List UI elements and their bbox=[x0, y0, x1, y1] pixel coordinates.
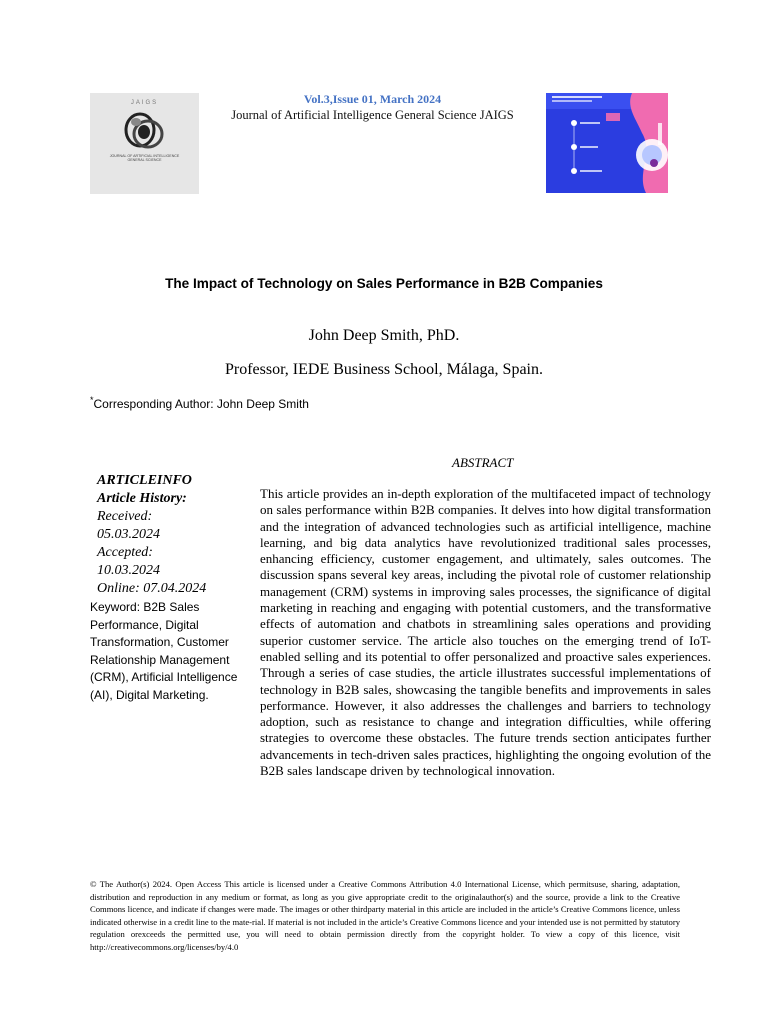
corresponding-author-text: Corresponding Author: John Deep Smith bbox=[93, 397, 309, 411]
journal-name: Journal of Artificial Intelligence General Science JAIGS bbox=[231, 108, 514, 122]
received-label: Received: bbox=[97, 509, 153, 524]
journal-cover-image bbox=[546, 93, 668, 193]
author-name: John Deep Smith, PhD. bbox=[308, 327, 460, 344]
corresponding-author bbox=[90, 397, 309, 411]
license-notice: © The Author(s) 2024. Open Access This article is licensed under a Creative Commons Attribution 4.0 International License, which permitsuse, sharing, adaptation, distribution and reproduction in any medium or format, as long as you give appropriate credit to the originalauthor(s) and the source, provide a link to the Creative Commons licence, and indicate if changes were made. The images or other thirdparty material in this article are included in the article’s Creative Commons licence, unless indicated otherwise in a credit line to the mate-rial. If material is not included in the article’s Creative Commons licence and your intended use is not permitted by statutory regulation orexceeds the permitted use, you will need to obtain permission directly from the copyright holder. To view a copy of this licence, visit http://creativecommons.org/licenses/by/4.0 bbox=[90, 879, 680, 952]
abstract-heading: ABSTRACT bbox=[452, 455, 514, 470]
article-info bbox=[90, 472, 250, 704]
logo-journal-name: JOURNAL OF ARTIFICIAL INTELLIGENCE GENERAL SCIENCE bbox=[109, 154, 180, 163]
abstract-body: This article provides an in-depth exploration of the multifaceted impact of technology on sales performance within B2B companies. It delves into how digital transformation and the integration of advanced technologies such as artificial intelligence, machine learning, and big data analytics have revolutionized traditional sales processes, enhancing efficiency, customer engagement, and ultimately, sales outcomes. The discussion spans several key areas, including the pivotal role of customer relationship management (CRM) systems in improving sales processes, the significance of digital marketing in reaching and engaging with potential customers, and the transformative effects of automation and chatbots in streamlining sales operations and providing superior customer service. The article also touches on the emerging trend of IoT-enabled selling and its potential to offer personalized and proactive sales experiences. Through a series of case studies, the article illustrates successful implementations of technology in B2B sales, showcasing the tangible benefits and improvements in sales performance. However, it also addresses the challenges and barriers to technology adoption, such as resistance to change and integration difficulties, while offering strategies to overcome these obstacles. The future trends section anticipates further advancements in tech-driven sales practices, highlighting the ongoing evolution of the B2B sales landscape driven by technological innovation. bbox=[260, 486, 711, 779]
article-info-heading: ARTICLEINFO bbox=[97, 473, 192, 488]
logo-acronym: JAIGS bbox=[130, 100, 159, 106]
volume-issue: Vol.3,Issue 01, March 2024 bbox=[303, 92, 442, 106]
keywords bbox=[90, 599, 250, 704]
article-history-label: Article History: bbox=[97, 491, 187, 506]
cover-art-icon bbox=[546, 93, 668, 193]
article-title: The Impact of Technology on Sales Performance in B2B Companies bbox=[165, 276, 603, 291]
logo-emblem-icon bbox=[118, 110, 170, 154]
author-affiliation: Professor, IEDE Business School, Málaga, Spain. bbox=[225, 361, 543, 378]
received-date: 05.03.2024 bbox=[97, 527, 160, 542]
keyword-list: B2B Sales Performance, Digital Transformation, Customer Relationship Management (CRM), Artificial Intelligence (AI), Digital Marketing. bbox=[90, 600, 238, 702]
accepted-date: 10.03.2024 bbox=[97, 563, 160, 578]
online-date: Online: 07.04.2024 bbox=[97, 581, 207, 596]
accepted-label: Accepted: bbox=[97, 545, 153, 560]
corresponding-asterisk: * bbox=[90, 395, 94, 405]
journal-logo bbox=[90, 93, 199, 194]
keyword-label: Keyword: bbox=[90, 600, 141, 614]
